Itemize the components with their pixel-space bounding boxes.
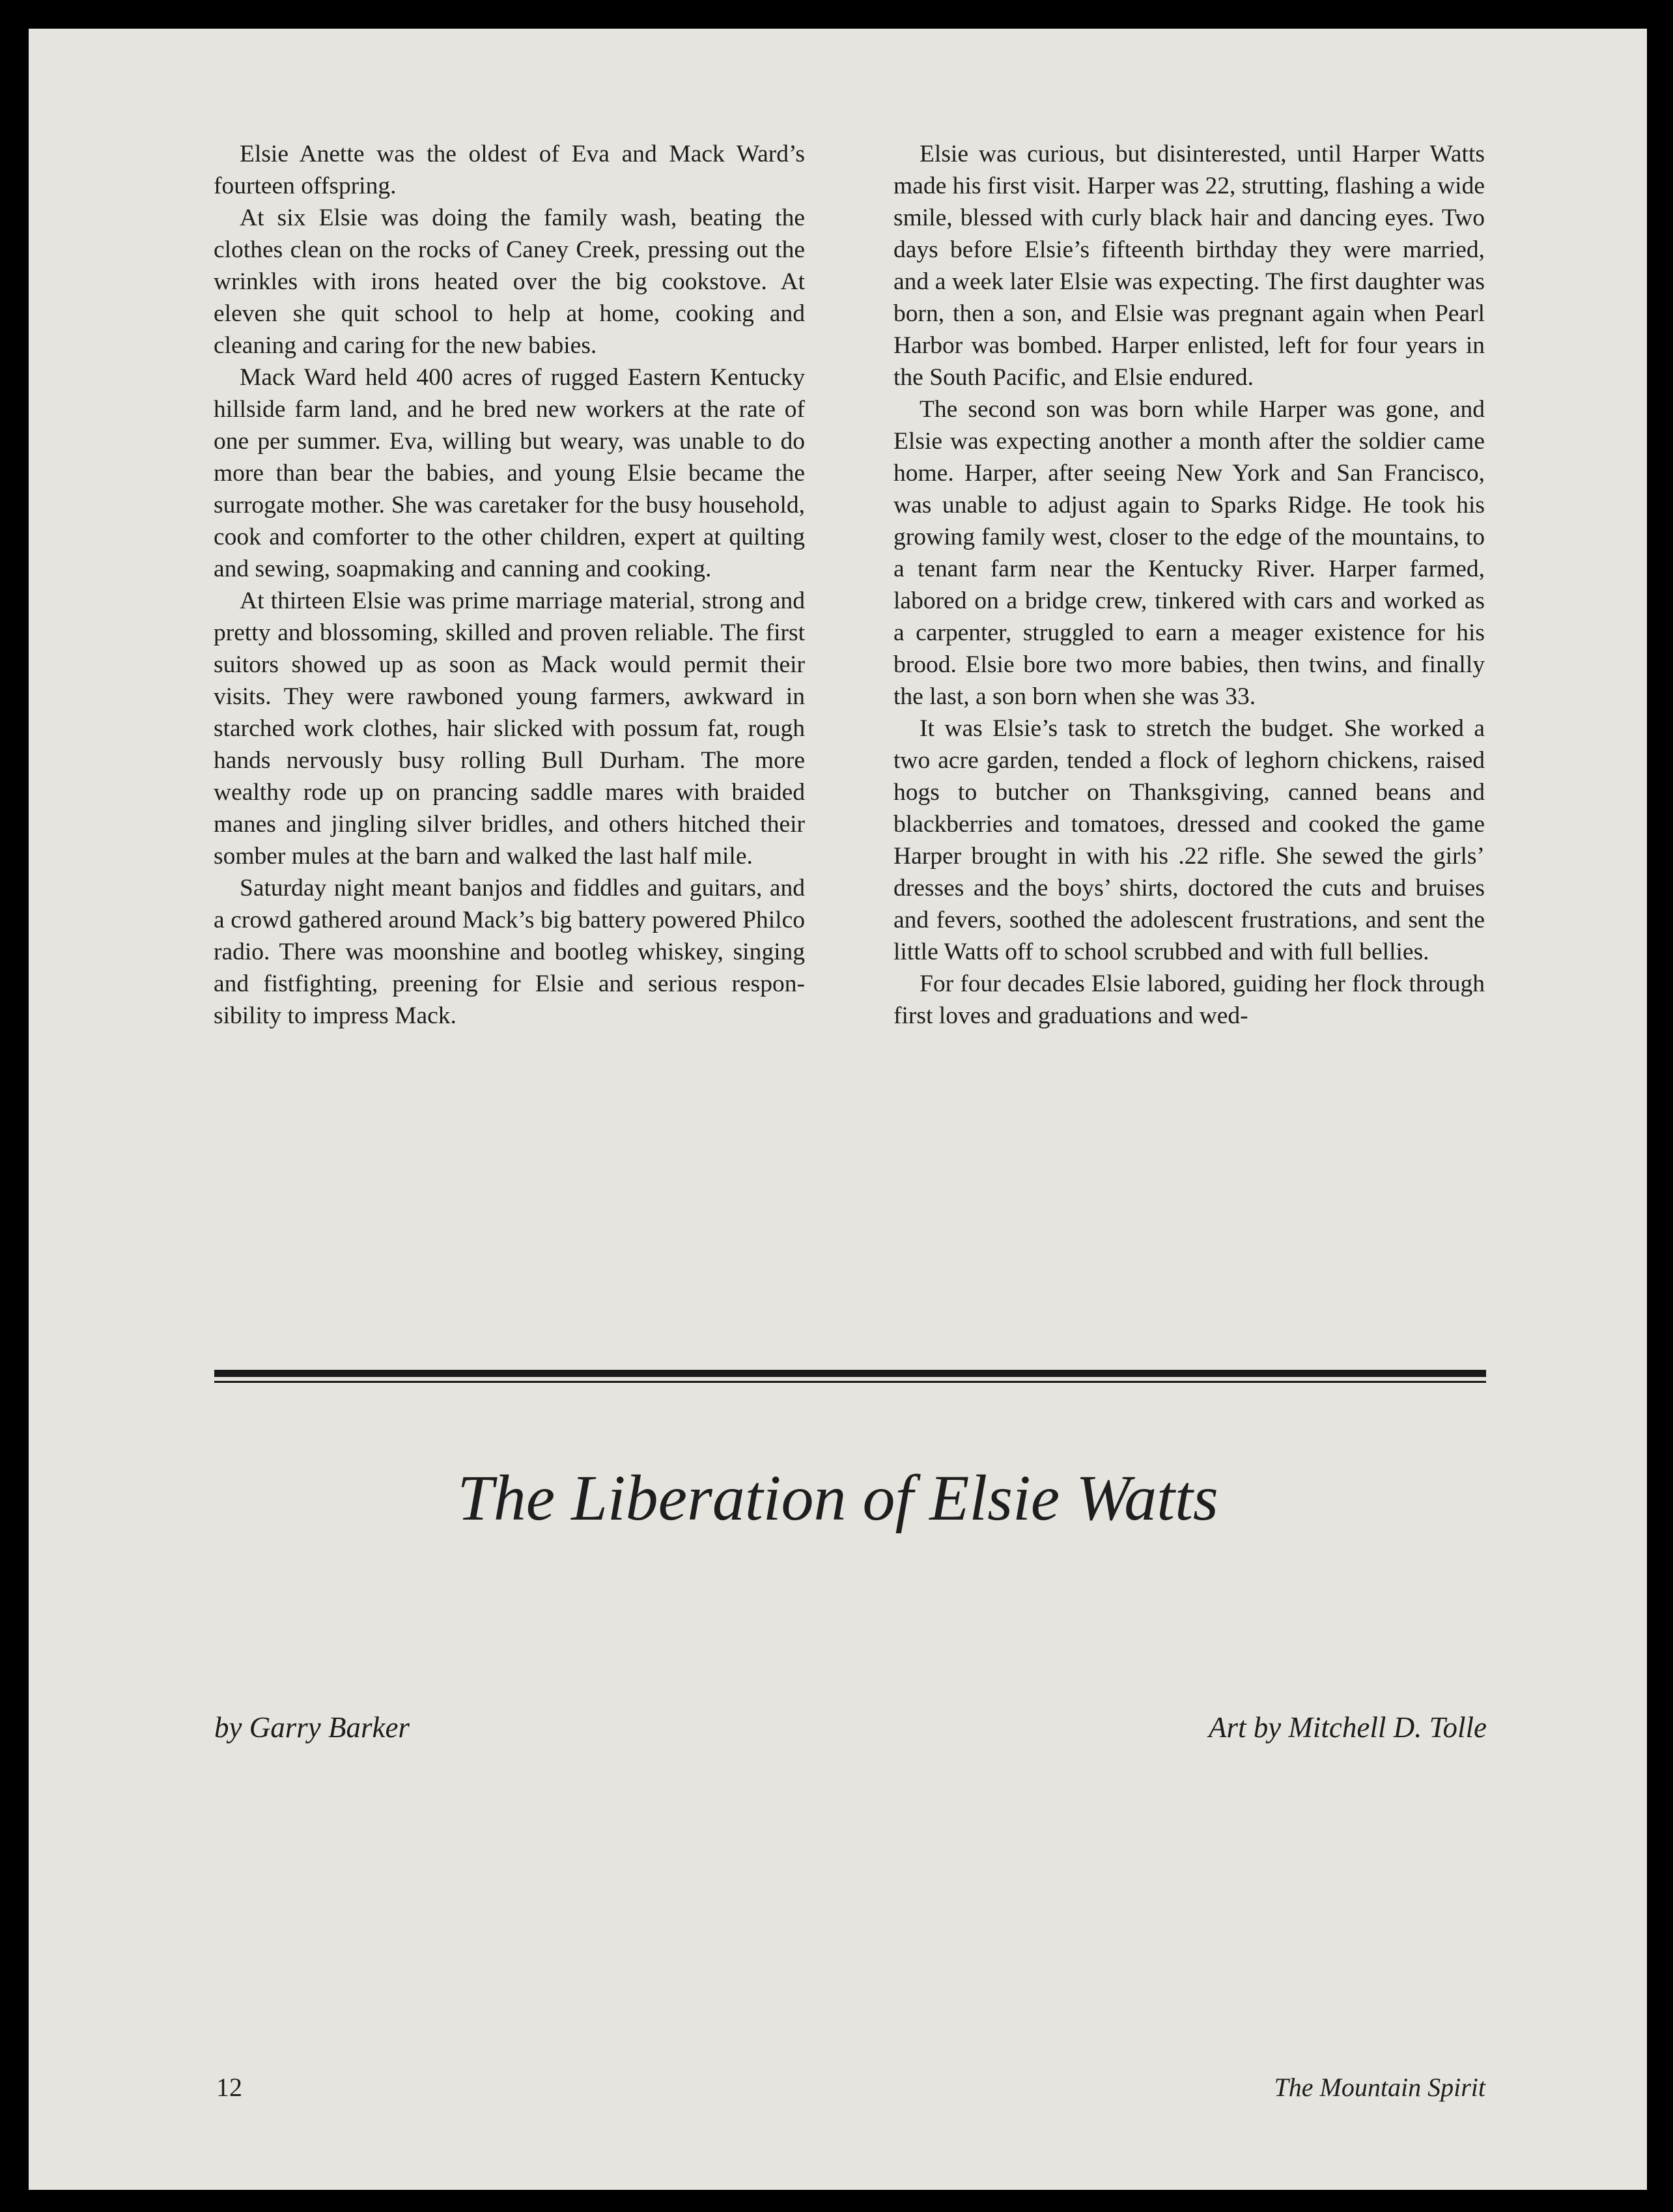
right-text-column	[893, 138, 1485, 1032]
paragraph: Elsie was curious, but disinterested, until Harper Watts made his first visit. Harper was 22, strutting, flashing a wide smile, blessed with curly black hair and dancing eyes. Two days before Elsie’s fifteenth birthday they were married, and a week later Elsie was expecting. The first daughter was born, then a son, and Elsie was pregnant again when Pearl Harbor was bombed. Harper enlisted, left for four years in the South Pacific, and Elsie endured.	[893, 141, 1485, 391]
paragraph: Saturday night meant banjos and fiddles and guitars, and a crowd gathered around Mack’s big battery powered Philco radio. There was moonshine and bootleg whiskey, singing and fistfighting, preening for Elsie and serious responsibility to impress Mack.	[214, 875, 805, 1029]
author-byline: by Garry Barker	[214, 1711, 410, 1744]
paragraph: It was Elsie’s task to stretch the budget. She worked a two acre garden, tended a flock of leghorn chickens, raised hogs to butcher on Thanksgiving, canned beans and blackberries and tomatoes, dressed and cooked the game Harper brought in with his .22 rifle. She sewed the girls’ dresses and the boys’ shirts, doctored the cuts and bruises and fevers, soothed the adolescent frustrations, and sent the little Watts off to school scrubbed and with full bellies.	[893, 715, 1485, 965]
paragraph: At thirteen Elsie was prime marriage material, strong and pretty and blossoming, skilled and proven reliable. The first suitors showed up as soon as Mack would permit their visits. They were rawboned young farmers, awkward in starched work clothes, hair slicked with possum fat, rough hands nervously busy rolling Bull Durham. The more wealthy rode up on prancing saddle mares with braided manes and jingling silver bridles, and others hitched their somber mules at the barn and walked the last half mile.	[214, 588, 805, 870]
title-rule-thin	[214, 1381, 1486, 1383]
paragraph: The second son was born while Harper was gone, and Elsie was expecting another a month after the soldier came home. Harper, after seeing New York and San Francisco, was unable to adjust again to Sparks Ridge. He took his growing family west, closer to the edge of the mountains, to a tenant farm near the Kentucky River. Harper farmed, labored on a bridge crew, tinkered with cars and worked as a carpenter, struggled to earn a meager existence for his brood. Elsie bore two more babies, then twins, and finally the last, a son born when she was 33.	[893, 396, 1485, 710]
article-title: The Liberation of Elsie Watts	[457, 1462, 1218, 1534]
title-rule-thick	[214, 1370, 1486, 1377]
paragraph: Elsie Anette was the oldest of Eva and Mack Ward’s fourteen offspring.	[214, 141, 805, 199]
art-credit: Art by Mitchell D. Tolle	[1208, 1711, 1487, 1744]
paragraph: At six Elsie was doing the family wash, beating the clothes clean on the rocks of Caney Creek, pressing out the wrinkles with irons heated over the big cookstove. At eleven she quit school to help at home, cooking and cleaning and caring for the new babies.	[214, 205, 805, 359]
paragraph: Mack Ward held 400 acres of rugged Eastern Kentucky hillside farm land, and he bred new workers at the rate of one per summer. Eva, willing but weary, was unable to do more than bear the babies, and young Elsie became the surrogate mother. She was caretaker for the busy household, cook and comforter to the other children, expert at quilting and sewing, soapmaking and canning and cooking.	[214, 364, 805, 582]
publication-name: The Mountain Spirit	[1274, 2073, 1485, 2102]
left-text-column	[214, 138, 805, 1032]
page-number: 12	[216, 2073, 242, 2102]
magazine-page	[29, 29, 1647, 2190]
paragraph: For four decades Elsie labored, guiding her flock through first loves and graduations and wed-	[893, 971, 1485, 1029]
